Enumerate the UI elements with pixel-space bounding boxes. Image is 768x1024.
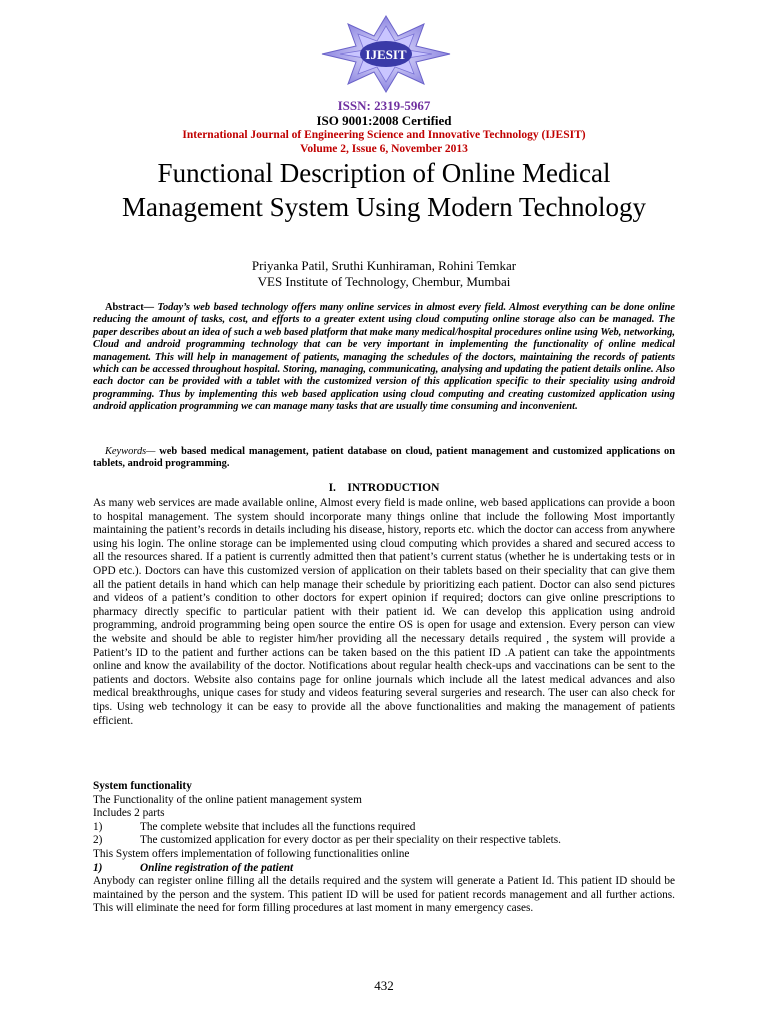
abstract-label: Abstract— (105, 302, 155, 313)
journal-volume: Volume 2, Issue 6, November 2013 (300, 143, 468, 155)
system-line-3: This System offers implementation of following functionalities online (93, 847, 410, 860)
list-item (93, 821, 675, 835)
paper-title: Functional Description of Online Medical Management System Using Modern Technology (121, 158, 647, 222)
abstract-text: Today’s web based technology offers many online services in almost every field. Almost everything can be done online reducing the amount of tasks, cost, and efforts to a greater extent using cloud computing online storage also can be managed. The paper describes about an idea of such a web based platform that make many medical/hospital procedures online using Web, networking, Cloud and android programming technology that can be very important in implementing the functionality of online medical management. This will help in management of patients, managing the schedules of the doctors, maintaining the records of patients which can be accessed throughout hospital. Storing, managing, communicating, analysing and updating the patient details online. Also each doctor can be provided with a tablet with the customized version of this application specific to their speciality using android programming. Thus by implementing this web based application using cloud computing and creating customized application using android application programming we can manage many tasks that are usually time consuming and inconvenient. (93, 302, 675, 413)
keywords-text: web based medical management, patient database on cloud, patient management and customized applications on tablets, android programming. (93, 446, 675, 470)
list-item-number: 2) (93, 834, 103, 847)
registration-paragraph: Anybody can register online filling all the details required and the system will generate a Patient Id. This patient ID should be maintained by the person and the system. This patient ID will be used for patient records management and all further actions. This will eliminate the need for form filling procedures at last moment in many emergency cases. (93, 875, 675, 915)
journal-logo (312, 14, 460, 94)
affiliation: VES Institute of Technology, Chembur, Mumbai (257, 274, 511, 289)
subsection-title: Online registration of the patient (140, 861, 294, 874)
list-item (93, 834, 675, 848)
keywords (93, 446, 675, 471)
iso-certification: ISO 9001:2008 Certified (316, 113, 452, 128)
system-line-2: Includes 2 parts (93, 807, 165, 820)
list-item-text: The complete website that includes all the functions required (140, 820, 416, 833)
list-item-text: The customized application for every doctor as per their speciality on their respective tablets. (140, 834, 561, 847)
introduction-body: As many web services are made available online, Almost every field is made online, web based applications can provide a boon to hospital management. The system should incorporate many things online that include the following Most importantly maintaining the patient’s records in details including his disease, history, reports etc. which the doctor can access from anywhere using his login. The online storage can be implemented using cloud computing which provides a shared and secured access to all the resources shared. If a patient is currently admitted then that patient’s current status (whether he is undertaking tests or in OPD etc.). Doctors can have this customized version of application on their tablets based on their speciality that can give them all the patient details in hand which can help manage their schedule by prioritizing each patient. Doctor can also send pictures and videos of a patient’s condition to other doctors for expert opinion if required; doctors can give online prescriptions to pharmacy directly specific to particular patient with their patient id. We can develop this application using android programming, android programming being open source the entire OS is open for usage and extension. Every person can view the website and should be able to register him/her providing all the necessary details required , the system will provide a Patient’s ID to the patient and further actions can be taken based on the this patient ID .A patient can take the appointments online and know the availability of the doctor. Notifications about regular health check-ups and vaccinations can be sent to the patients and doctors. Website also contains page for online journals which include all the latest medical advances and also medical breakthroughs, unique cases for study and videos featuring several surgeries and research. The user can also check for tips. Using web technology it can be easy to provide all the above functionalities and making the management of patients efficient. (93, 497, 675, 727)
journal-name: International Journal of Engineering Science and Innovative Technology (IJESIT) (182, 129, 586, 141)
abstract (93, 302, 675, 414)
system-functionality-section (93, 780, 675, 916)
author-block (0, 258, 768, 290)
authors: Priyanka Patil, Sruthi Kunhiraman, Rohini Temkar (251, 258, 517, 273)
issn: ISSN: 2319-5967 (337, 98, 431, 113)
logo-text: IJESIT (365, 47, 407, 62)
subsection-number: 1) (93, 861, 103, 874)
logo-star-emblem (312, 14, 460, 94)
list-item-number: 1) (93, 820, 103, 833)
system-functionality-heading: System functionality (93, 780, 192, 792)
page-number: 432 (374, 978, 394, 993)
system-line-1: The Functionality of the online patient management system (93, 793, 362, 806)
keywords-label: Keywords— (105, 446, 156, 457)
section-heading-introduction: I. INTRODUCTION (328, 482, 440, 494)
subsection-heading (93, 862, 675, 876)
